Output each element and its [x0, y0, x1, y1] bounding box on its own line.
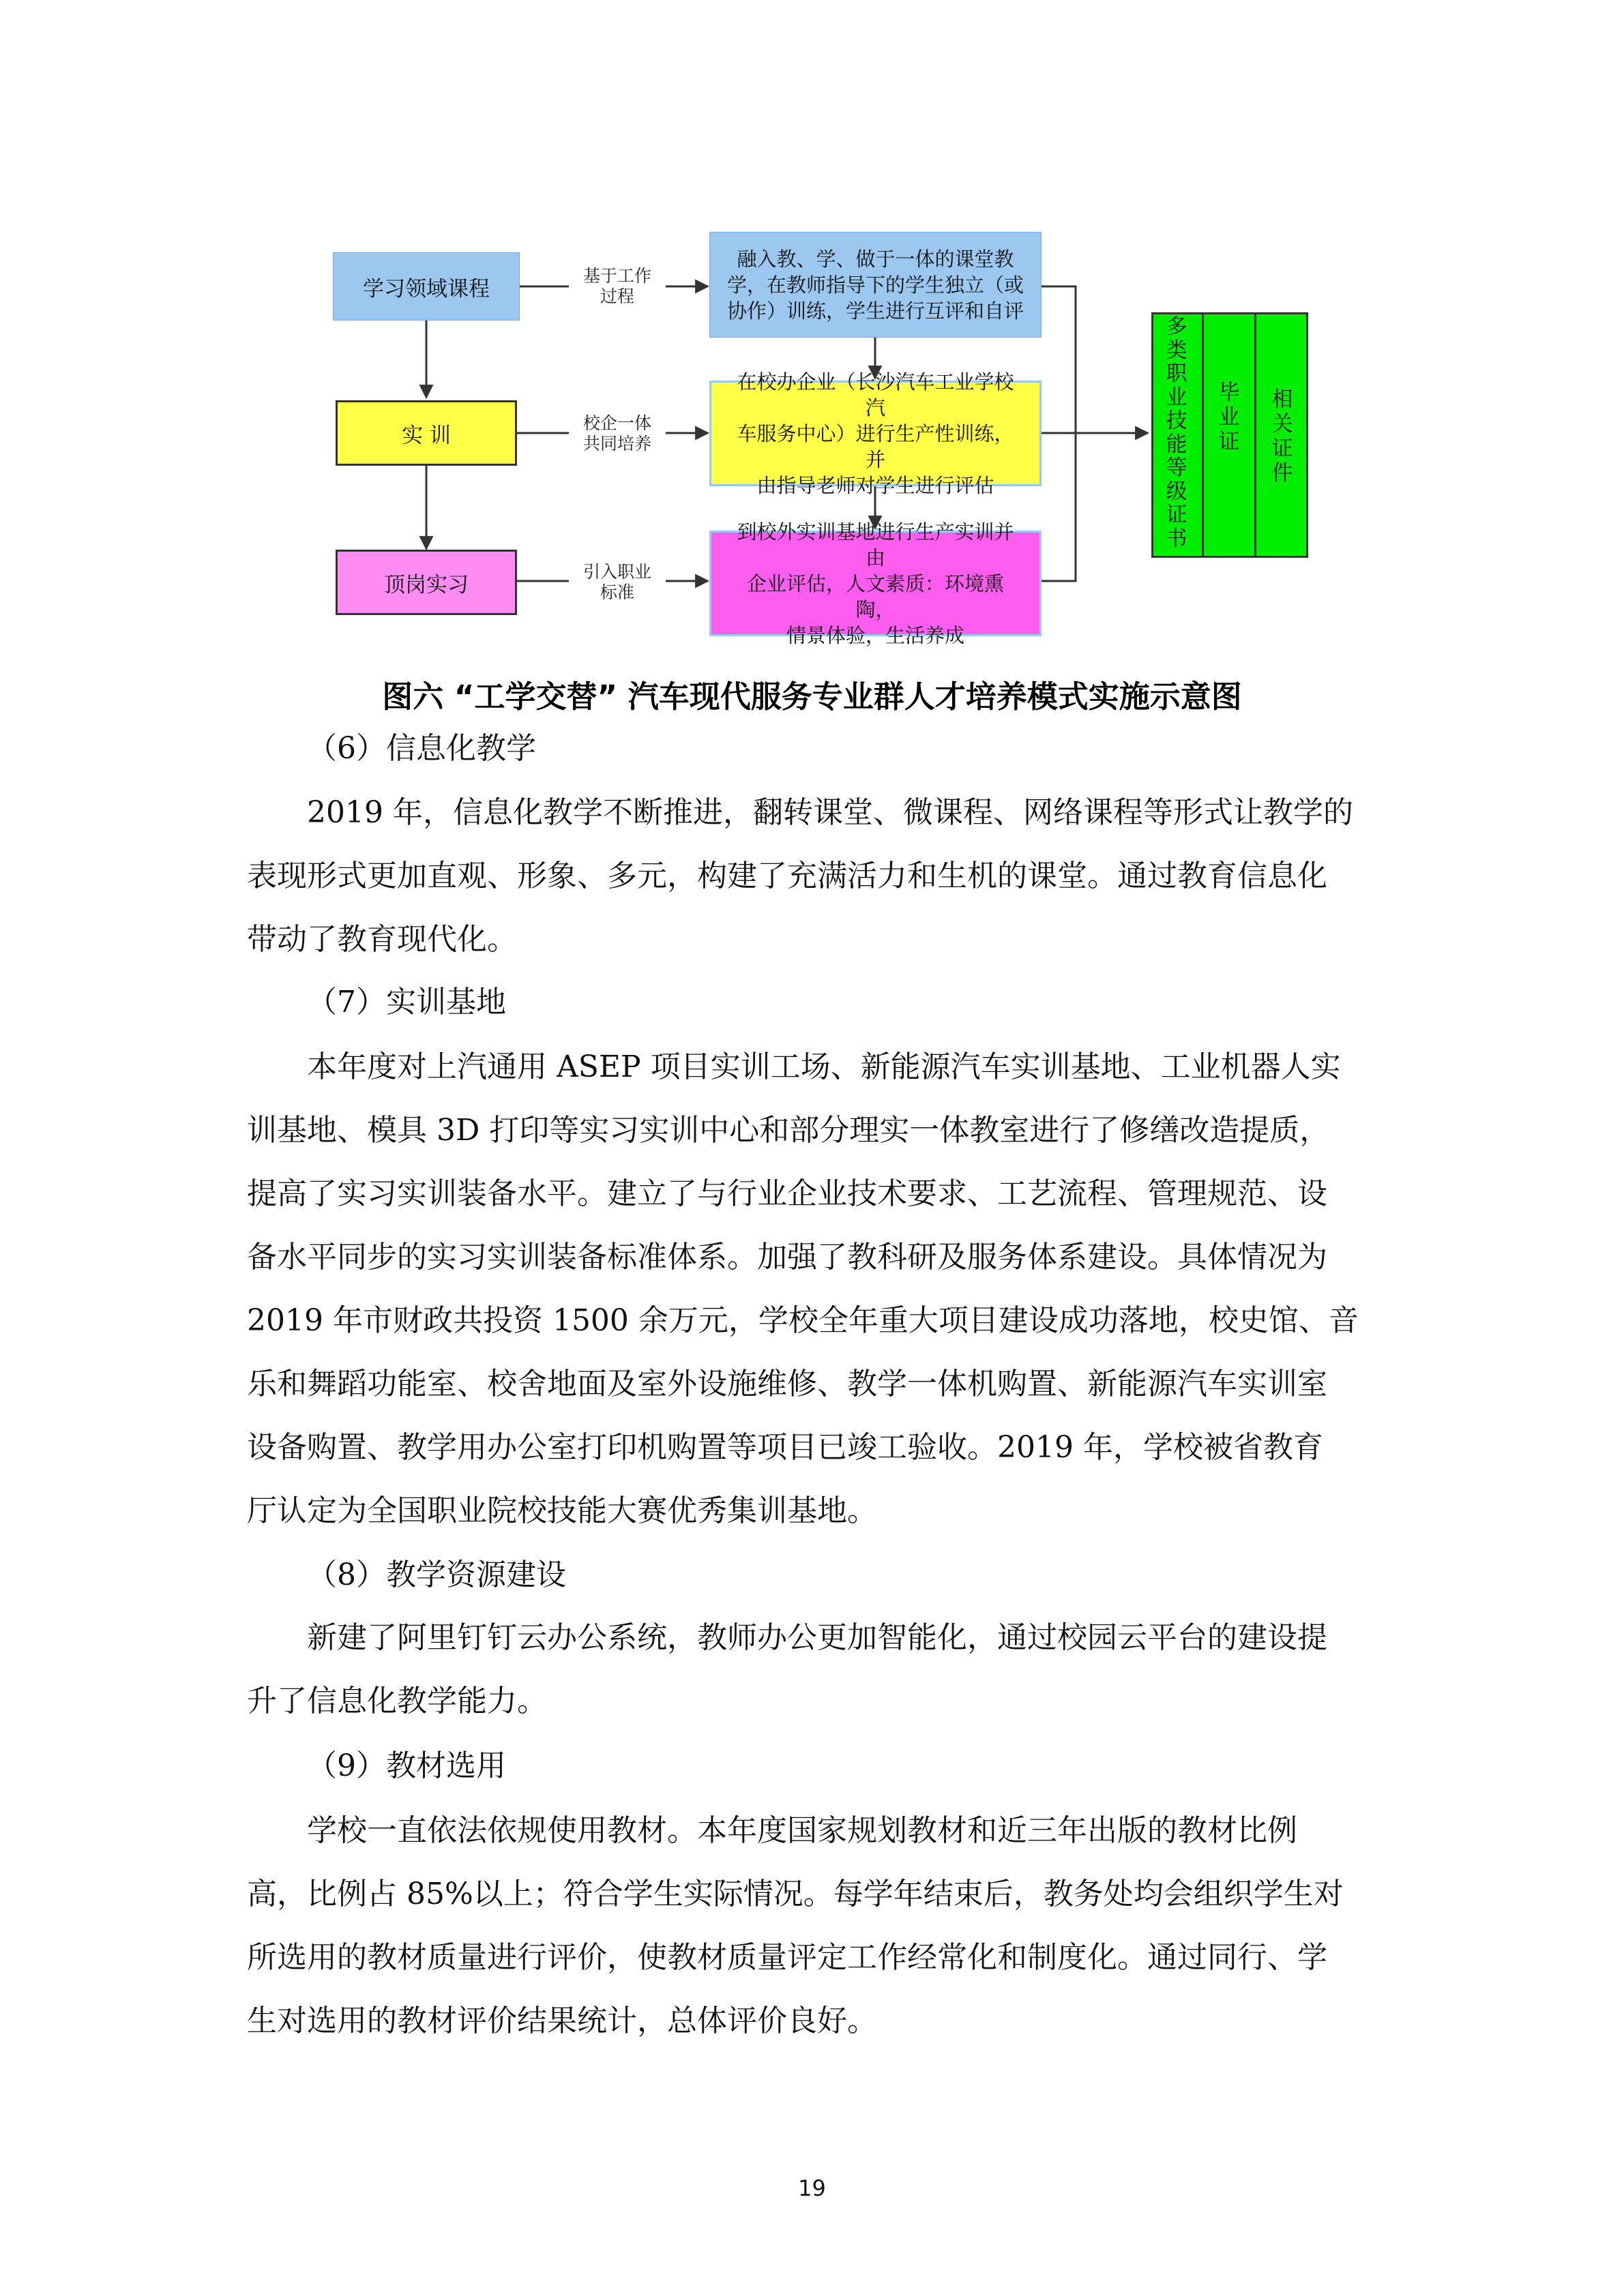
paragraph-line: 带动了教育现代化。	[247, 922, 517, 957]
cert-char: 职	[1166, 361, 1187, 386]
cert-char: 证	[1166, 503, 1187, 527]
paragraph-line: 训基地、模具 3D 打印等实习实训中心和部分理实一体教室进行了修缮改造提质，	[247, 1113, 1330, 1148]
box-training	[336, 400, 517, 466]
box-text-line: 情景体验，生活养成	[786, 623, 964, 647]
box-text-line: 在校办企业（长沙汽车工业学校汽	[737, 370, 1014, 419]
box-text-line: 到校外实训基地进行生产实训并由	[737, 520, 1014, 569]
edge-label-line: 过程	[600, 286, 634, 306]
edge-label-line: 标准	[600, 582, 634, 602]
paragraph-textbook-selection	[247, 1799, 1401, 2053]
paragraph-teaching-resources	[247, 1606, 1401, 1733]
section-heading-9: （9）教材选用	[307, 1748, 506, 1783]
paragraph-line: 高，比例占 85%以上；符合学生实际情况。每学年结束后，教务处均会组织学生对	[247, 1877, 1344, 1911]
paragraph-line: 学校一直依法依规使用教材。本年度国家规划教材和近三年出版的教材比例	[307, 1813, 1297, 1848]
paragraph-line: 生对选用的教材评价结果统计，总体评价良好。	[247, 2003, 877, 2038]
paragraph-informatization	[247, 781, 1401, 971]
cert-char: 业	[1218, 405, 1240, 430]
cert-char: 类	[1166, 338, 1187, 363]
box-text-line: 车服务中心）进行生产性训练，并	[737, 421, 1014, 471]
box-text-line: 融入教、学、做于一体的课堂教	[737, 247, 1014, 271]
edge-label-line: 基于工作	[582, 266, 651, 286]
box-text-line: 学，在教师指导下的学生独立（或	[726, 273, 1024, 297]
page-number: 19	[798, 2175, 826, 2201]
box-learning-course	[333, 252, 520, 320]
cert-char: 证	[1271, 436, 1293, 461]
paragraph-line: 所选用的教材质量进行评价，使教材质量评定工作经常化和制度化。通过同行、学	[247, 1940, 1327, 1975]
box-classroom-teaching	[709, 232, 1042, 338]
edge-label-work-process	[569, 265, 666, 308]
box-external-base-training	[709, 520, 1042, 647]
box-text-line: 由指导老师对学生进行评估	[756, 473, 994, 497]
section-heading-8: （8）教学资源建设	[307, 1557, 566, 1592]
paragraph-line: 厅认定为全国职业院校技能大赛优秀集训基地。	[247, 1493, 877, 1528]
box-internship	[336, 550, 517, 615]
cert-related	[1256, 312, 1308, 558]
paragraph-training-base	[247, 1035, 1401, 1542]
cert-char: 业	[1166, 385, 1187, 410]
cert-char: 技	[1166, 408, 1187, 433]
figure-caption: 图六 “工学交替” 汽车现代服务专业群人才培养模式实施示意图	[382, 679, 1242, 715]
cert-char: 级	[1166, 479, 1187, 504]
cert-char: 证	[1218, 430, 1240, 454]
paragraph-line: 本年度对上汽通用 ASEP 项目实训工场、新能源汽车实训基地、工业机器人实	[307, 1049, 1341, 1084]
paragraph-line: 设备购置、教学用办公室打印机购置等项目已竣工验收。2019 年，学校被省教育	[247, 1430, 1323, 1465]
edge-label-line: 校企一体	[582, 413, 651, 433]
edge-label-line: 引入职业	[582, 562, 651, 582]
box-text-line: 企业评估，人文素质：环境熏陶，	[746, 571, 1004, 621]
cert-char: 件	[1271, 461, 1293, 486]
box-learning-course-label: 学习领域课程	[363, 276, 490, 301]
paragraph-line: 提高了实习实训装备水平。建立了与行业企业技术要求、工艺流程、管理规范、设	[247, 1176, 1327, 1211]
paragraph-line: 乐和舞蹈功能室、校舍地面及室外设施维修、教学一体机购置、新能源汽车实训室	[247, 1367, 1327, 1401]
box-school-enterprise-training	[709, 370, 1042, 497]
paragraph-line: 2019 年，信息化教学不断推进，翻转课堂、微课程、网络课程等形式让教学的	[307, 795, 1353, 830]
section-heading-7: （7）实训基地	[307, 985, 506, 1019]
edge-label-professional-standard	[569, 561, 666, 604]
cert-char: 关	[1271, 412, 1293, 436]
box-internship-label: 顶岗实习	[384, 572, 469, 597]
training-model-diagram	[0, 0, 1624, 655]
section-heading-6: （6）信息化教学	[307, 731, 536, 766]
paragraph-line: 备水平同步的实习实训装备标准体系。加强了教科研及服务体系建设。具体情况为	[247, 1240, 1327, 1274]
cert-char: 等	[1166, 456, 1187, 480]
paragraph-line: 新建了阿里钉钉云办公系统，教师办公更加智能化，通过校园云平台的建设提	[307, 1620, 1327, 1655]
cert-char: 书	[1166, 526, 1187, 551]
edge-label-line: 共同培养	[582, 434, 651, 453]
paragraph-line: 表现形式更加直观、形象、多元，构建了充满活力和生机的课堂。通过教育信息化	[247, 859, 1327, 893]
paragraph-line: 升了信息化教学能力。	[247, 1684, 547, 1718]
cert-char: 相	[1271, 387, 1293, 412]
box-text-line: 协作）训练，学生进行互评和自评	[726, 299, 1024, 323]
paragraph-line: 2019 年市财政共投资 1500 余万元，学校全年重大项目建设成功落地，校史馆、音	[247, 1303, 1359, 1338]
cert-graduation	[1204, 312, 1256, 558]
cert-char: 多	[1166, 314, 1187, 339]
edge-label-school-enterprise	[569, 412, 666, 456]
cert-vocational-skill	[1151, 312, 1204, 558]
cert-char: 能	[1166, 432, 1187, 457]
box-training-label: 实 训	[402, 423, 451, 448]
cert-char: 毕	[1218, 381, 1240, 405]
